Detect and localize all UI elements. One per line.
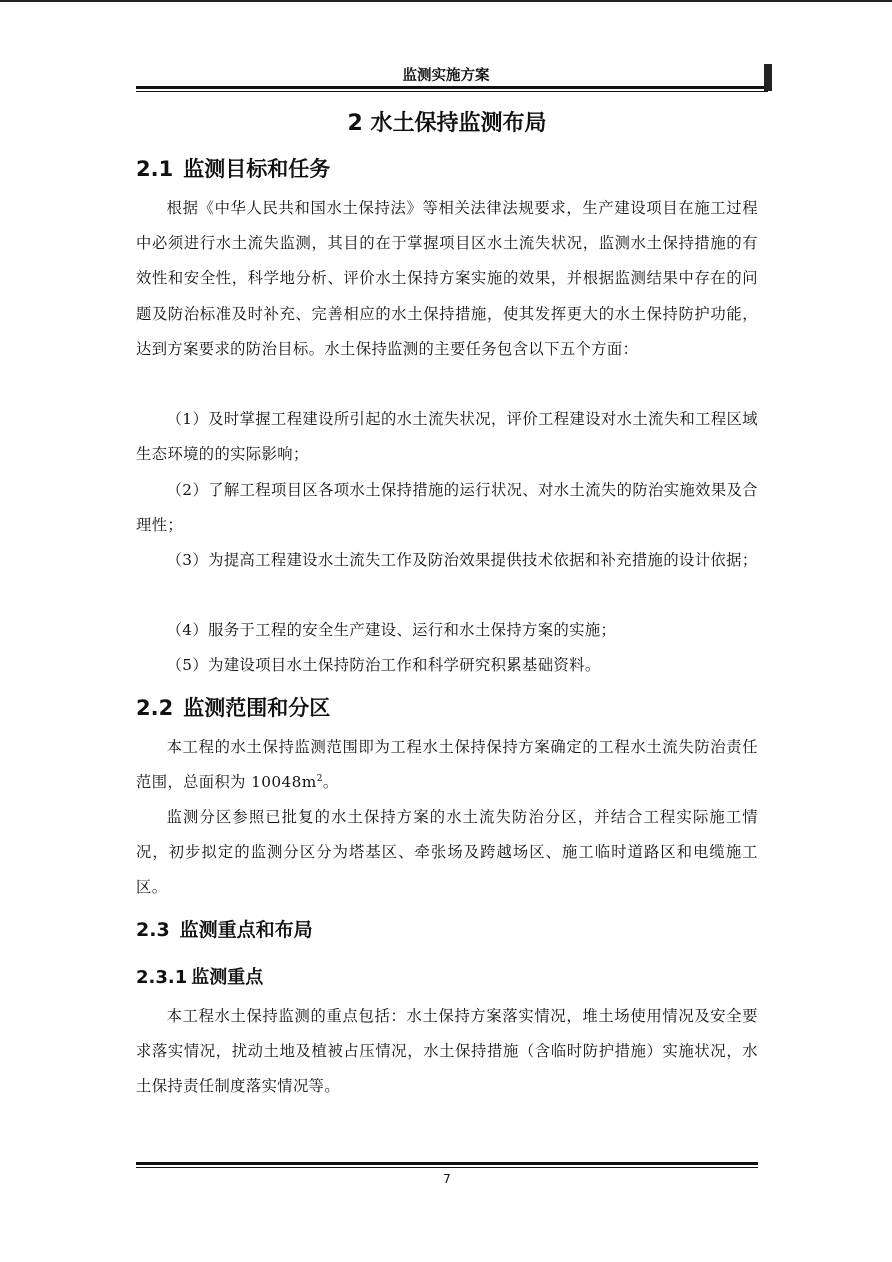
scope-text: 本工程的水土保持监测范围即为工程水土保持保持方案确定的工程水土流失防治责任范围，总面积为 10048m xyxy=(136,738,758,792)
section-number: 2.3 xyxy=(136,919,170,941)
paragraph-2-1-intro: 根据《中华人民共和国水土保持法》等相关法律法规要求，生产建设项目在施工过程中必须进行水土流失监测，其目的在于掌握项目区水土流失状况，监测水土保持措施的有效性和安全性，科学地分析、评价水土保持方案实施的效果，并根据监测结果中存在的问题及防治标准及时补充、完善相应的水土保持措施，使其发挥更大的水土保持防护功能，达到方案要求的防治目标。水土保持监测的主要任务包含以下五个方面： xyxy=(136,199,758,358)
section-number: 2.2 xyxy=(136,696,174,720)
section-title: 监测范围和分区 xyxy=(183,696,331,720)
paragraph-2-2-zoning: 监测分区参照已批复的水土保持方案的水土流失防治分区，并结合工程实际施工情况，初步拟定的监测分区分为塔基区、牵张场及跨越场区、施工临时道路区和电缆施工区。 xyxy=(136,808,758,897)
section-heading-2-2 xyxy=(136,692,330,722)
footer-rule-thin xyxy=(136,1167,758,1168)
list-item-5: （5）为建设项目水土保持防治工作和科学研究积累基础资料。 xyxy=(166,656,601,674)
running-header-title: 监测实施方案 xyxy=(402,68,490,84)
chapter-heading xyxy=(136,106,758,137)
subsection-number: 2.3.1 xyxy=(136,967,188,988)
list-item-4: （4）服务于工程的安全生产建设、运行和水土保持方案的实施； xyxy=(166,621,617,639)
list-item-2: （2）了解工程项目区各项水土保持措施的运行状况、对水土流失的防治实施效果及合理性； xyxy=(136,481,758,535)
header-edge-mark xyxy=(764,64,772,91)
top-border-line xyxy=(0,0,892,2)
subsection-heading-2-3-1 xyxy=(136,963,263,989)
section-title: 监测重点和布局 xyxy=(179,919,313,941)
list-item-1: （1）及时掌握工程建设所引起的水土流失状况，评价工程建设对水土流失和工程区域生态环境的的实际影响； xyxy=(136,410,758,464)
page-number: 7 xyxy=(443,1172,451,1186)
chapter-number: 2 xyxy=(347,111,363,136)
footer-rule xyxy=(136,1162,758,1165)
header-rule xyxy=(136,86,768,89)
list-item-3: （3）为提高工程建设水土流失工作及防治效果提供技术依据和补充措施的设计依据； xyxy=(166,551,758,569)
paragraph-2-2-scope xyxy=(136,730,758,800)
section-heading-2-1 xyxy=(136,153,330,183)
section-heading-2-3 xyxy=(136,915,313,942)
scope-end: 。 xyxy=(322,773,339,792)
section-title: 监测目标和任务 xyxy=(183,157,331,181)
subsection-title: 监测重点 xyxy=(191,967,264,988)
chapter-title: 水土保持监测布局 xyxy=(370,111,547,136)
header-rule-thin xyxy=(136,91,768,92)
paragraph-2-3-1: 本工程水土保持监测的重点包括：水土保持方案落实情况，堆土场使用情况及安全要求落实情况，扰动土地及植被占压情况，水土保持措施（含临时防护措施）实施状况，水土保持责任制度落实情况等。 xyxy=(136,1007,758,1096)
superscript-2: 2 xyxy=(316,774,323,785)
section-number: 2.1 xyxy=(136,157,174,181)
